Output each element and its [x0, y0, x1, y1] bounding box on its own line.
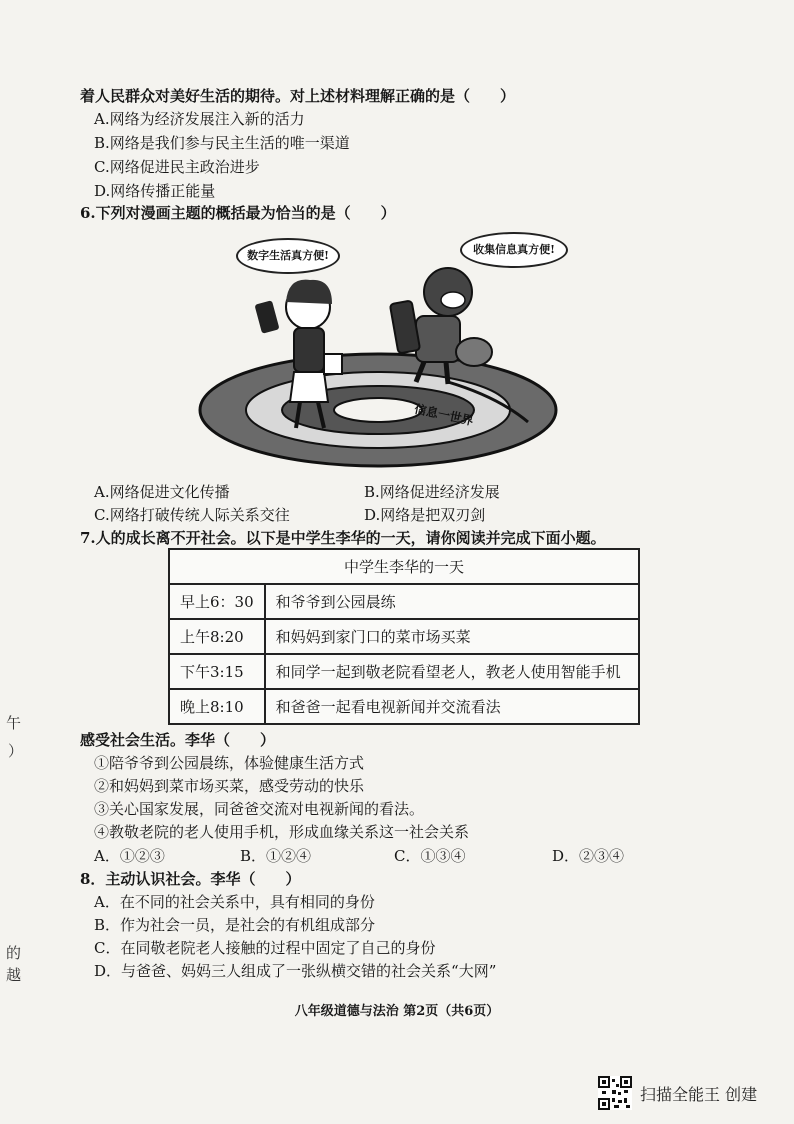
q7-item-3: ③关心国家发展，同爸爸交流对电视新闻的看法。 — [94, 800, 425, 818]
table-row — [169, 654, 639, 689]
q7-choice-d: D．②③④ — [552, 847, 625, 865]
q7-choice-a: A．①②③ — [94, 847, 165, 865]
q6-option-a: A.网络促进文化传播 — [94, 483, 230, 501]
table-cell-activity: 和妈妈到家门口的菜市场买菜 — [265, 619, 639, 654]
table-cell-activity: 和爸爸一起看电视新闻并交流看法 — [265, 689, 639, 724]
q7-choice-c: C．①③④ — [394, 847, 466, 865]
q5-option-c: C.网络促进民主政治进步 — [94, 158, 260, 176]
qr-code-icon — [598, 1076, 632, 1110]
table-caption: 中学生李华的一天 — [169, 549, 639, 584]
margin-mark: 午 — [6, 714, 22, 732]
q7-choice-b: B．①②④ — [240, 847, 312, 865]
q6-option-d: D.网络是把双刃剑 — [364, 506, 486, 524]
q6-stem: 6.下列对漫画主题的概括最为恰当的是（ ） — [80, 204, 396, 222]
q8-option-a: A．在不同的社会关系中，具有相同的身份 — [94, 893, 375, 911]
q6-option-c: C.网络打破传统人际关系交往 — [94, 506, 290, 524]
q7-stem: 7.人的成长离不开社会。以下是中学生李华的一天，请你阅读并完成下面小题。 — [80, 529, 606, 547]
ring-text: 信息一世界 — [413, 401, 475, 429]
table-cell-activity: 和同学一起到敬老院看望老人，教老人使用智能手机 — [265, 654, 639, 689]
q5-stem-tail: 着人民群众对美好生活的期待。对上述材料理解正确的是（ ） — [80, 87, 516, 105]
table-cell-time: 早上6：30 — [169, 584, 265, 619]
daily-schedule-table — [168, 548, 640, 725]
q7-item-1: ①陪爷爷到公园晨练，体验健康生活方式 — [94, 754, 365, 772]
scanner-watermark — [598, 1075, 757, 1111]
q8-stem: 8．主动认识社会。李华（ ） — [80, 870, 301, 888]
table-cell-activity: 和爷爷到公园晨练 — [265, 584, 639, 619]
q5-option-b: B.网络是我们参与民主生活的唯一渠道 — [94, 134, 350, 152]
table-cell-time: 晚上8:10 — [169, 689, 265, 724]
margin-mark: ） — [8, 742, 24, 760]
table-row — [169, 619, 639, 654]
table-row — [169, 689, 639, 724]
q5-option-a: A.网络为经济发展注入新的活力 — [94, 110, 305, 128]
table-row — [169, 584, 639, 619]
speech-bubble-left: 数字生活真方便! — [236, 238, 340, 274]
page-footer: 八年级道德与法治 第2页（共6页） — [294, 1004, 500, 1019]
q7-sub-stem: 感受社会生活。李华（ ） — [80, 731, 276, 749]
margin-mark: 的 — [6, 944, 22, 962]
margin-mark: 越 — [6, 966, 22, 984]
q7-item-4: ④教敬老院的老人使用手机，形成血缘关系这一社会关系 — [94, 823, 470, 841]
speech-bubble-right: 收集信息真方便! — [460, 232, 568, 268]
table-cell-time: 上午8:20 — [169, 619, 265, 654]
table-cell-time: 下午3:15 — [169, 654, 265, 689]
q7-item-2: ②和妈妈到菜市场买菜，感受劳动的快乐 — [94, 777, 365, 795]
q8-option-b: B．作为社会一员，是社会的有机组成部分 — [94, 916, 376, 934]
q6-option-b: B.网络促进经济发展 — [364, 483, 500, 501]
q8-option-c: C．在同敬老院老人接触的过程中固定了自己的身份 — [94, 939, 436, 957]
table-caption-row — [169, 549, 639, 584]
q5-option-d: D.网络传播正能量 — [94, 182, 216, 200]
scanner-brand-text: 扫描全能王 创建 — [640, 1084, 758, 1104]
cartoon-illustration — [198, 232, 568, 472]
q8-option-d: D．与爸爸、妈妈三人组成了一张纵横交错的社会关系“大网” — [94, 962, 497, 980]
